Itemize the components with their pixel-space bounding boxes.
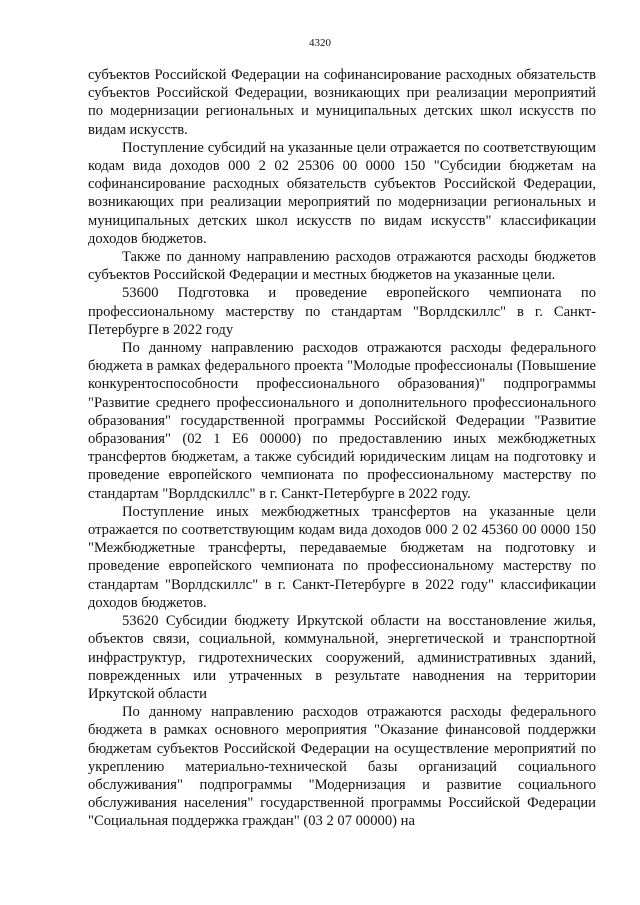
paragraph-53600-expenses: По данному направлению расходов отражаются расходы федерального бюджета в рамках федерального проекта "Молодые профессионалы (Повышение конкурентоспособности профессионального образования)" подпрограммы "Развитие среднего профессионального и дополнительного профессионального образования" государственной программы Российской Федерации "Развитие образования" (02 1 Е6 00000) по предоставлению иных межбюджетных трансфертов бюджетам, а также субсидий юридическим лицам на подготовку и проведение европейского чемпионата по профессиональному мастерству по стандартам "Ворлдскиллс" в г. Санкт-Петербурге в 2022 году. <box>88 340 596 502</box>
paragraph-53600-receipt: Поступление иных межбюджетных трансфертов на указанные цели отражается по соответствующим кодам вида доходов 000 2 02 45360 00 0000 150 "Межбюджетные трансферты, передаваемые бюджетам на подготовку и проведение европейского чемпионата по профессиональному мастерству по стандартам "Ворлдскиллс" в г. Санкт-Петербурге в 2022 году" классификации доходов бюджетов. <box>88 503 596 611</box>
paragraph-regional-expenses: Также по данному направлению расходов отражаются расходы бюджетов субъектов Российской Федерации и местных бюджетов на указанные цели. <box>88 249 596 284</box>
heading-53620: 53620 Субсидии бюджету Иркутской области на восстановление жилья, объектов связи, социальной, коммунальной, энергетической и транспортной инфраструктур, гидротехнических сооружений, административных зданий, поврежденных или утраченных в результате наводнения на территории Иркутской области <box>88 613 596 702</box>
document-body <box>88 66 596 831</box>
heading-53600: 53600 Подготовка и проведение европейского чемпионата по профессиональному мастерству по стандартам "Ворлдскиллс" в г. Санкт-Петербурге в 2022 году <box>88 285 596 338</box>
paragraph-53620-expenses: По данному направлению расходов отражаются расходы федерального бюджета в рамках основного мероприятия "Оказание финансовой поддержки бюджетам субъектов Российской Федерации на осуществление мероприятий по укреплению материально-технической базы организаций социального обслуживания" подпрограммы "Модернизация и развитие социального обслуживания населения" государственной программы Российской Федерации "Социальная поддержка граждан" (03 2 07 00000) на <box>88 704 596 830</box>
paragraph-subsidy-receipt: Поступление субсидий на указанные цели отражается по соответствующим кодам вида доходов 000 2 02 25306 00 0000 150 "Субсидии бюджетам на софинансирование расходных обязательств субъектов Российской Федерации, возникающих при реализации мероприятий по модернизации региональных и муниципальных детских школ искусств по видам искусств" классификации доходов бюджетов. <box>88 139 596 247</box>
paragraph-continuation: субъектов Российской Федерации на софинансирование расходных обязательств субъектов Российской Федерации, возникающих при реализации мероприятий по модернизации региональных и муниципальных детских школ искусств по видам искусств. <box>88 67 596 138</box>
page-number: 4320 <box>309 37 331 49</box>
